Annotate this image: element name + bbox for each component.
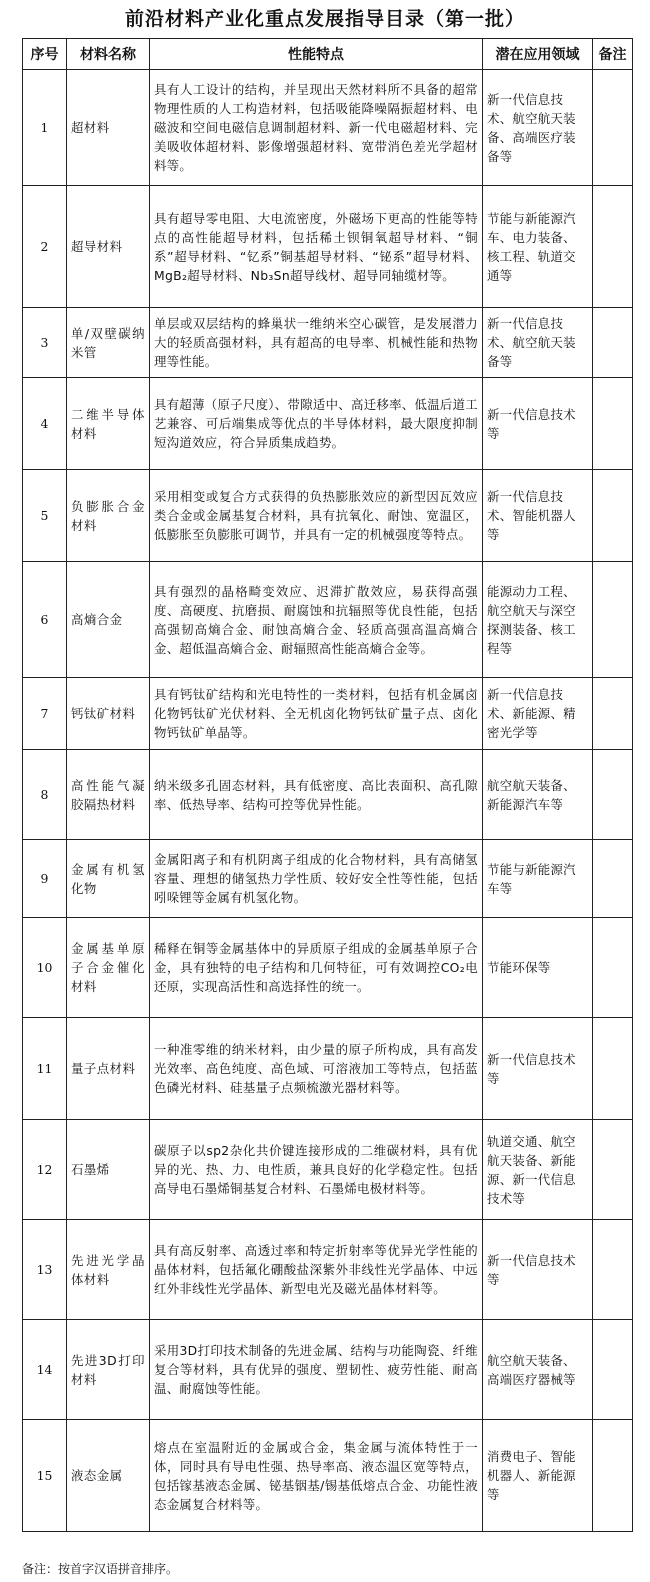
material-features: 具有超导零电阻、大电流密度，外磁场下更高的性能等特点的高性能超导材料，包括稀土钡铜氧超导材料、“铜系”超导材料、“钇系”铜基超导材料、“铋系”超导材料、MgB₂超导材料、Nb₃Sn超导线材、超导同轴缆材等。	[150, 186, 483, 308]
material-name: 量子点材料	[67, 1018, 150, 1120]
application-fields: 节能环保等	[483, 918, 593, 1018]
row-number: 1	[23, 70, 67, 186]
row-number: 9	[23, 840, 67, 918]
row-number: 11	[23, 1018, 67, 1120]
application-fields: 消费电子、智能机器人、新能源等	[483, 1420, 593, 1532]
row-note	[593, 678, 633, 750]
row-note	[593, 918, 633, 1018]
material-name: 先进光学晶体材料	[67, 1220, 150, 1320]
table-row	[23, 562, 633, 678]
table-row	[23, 840, 633, 918]
material-name: 石墨烯	[67, 1120, 150, 1220]
material-name: 超导材料	[67, 186, 150, 308]
materials-catalog-table	[22, 38, 633, 1532]
row-number: 14	[23, 1320, 67, 1420]
table-row	[23, 470, 633, 562]
table-row	[23, 750, 633, 840]
material-features: 具有人工设计的结构，并呈现出天然材料所不具备的超常物理性质的人工构造材料，包括吸能降噪隔振超材料、电磁波和空间电磁信息调制超材料、新一代电磁超材料、完美吸收体超材料、影像增强超材料、宽带消色差光学超材料等。	[150, 70, 483, 186]
material-name: 液态金属	[67, 1420, 150, 1532]
table-row	[23, 378, 633, 470]
application-fields: 新一代信息技术等	[483, 1018, 593, 1120]
application-fields: 能源动力工程、航空航天与深空探测装备、核工程等	[483, 562, 593, 678]
material-name: 二维半导体材料	[67, 378, 150, 470]
row-number: 4	[23, 378, 67, 470]
table-row	[23, 186, 633, 308]
application-fields: 轨道交通、航空航天装备、新能源、新一代信息技术等	[483, 1120, 593, 1220]
table-row	[23, 1018, 633, 1120]
table-row	[23, 1220, 633, 1320]
header-features: 性能特点	[150, 39, 483, 70]
application-fields: 航空航天装备、新能源汽车等	[483, 750, 593, 840]
material-features: 金属阳离子和有机阴离子组成的化合物材料，具有高储氢容量、理想的储氢热力学性质、较好安全性等性能，包括吲哚锂等金属有机氢化物。	[150, 840, 483, 918]
row-number: 10	[23, 918, 67, 1018]
row-note	[593, 186, 633, 308]
material-name: 钙钛矿材料	[67, 678, 150, 750]
table-row	[23, 918, 633, 1018]
material-features: 采用相变或复合方式获得的负热膨胀效应的新型因瓦效应类合金或金属基复合材料，具有抗氧化、耐蚀、宽温区，低膨胀至负膨胀可调节，并具有一定的机械强度等特点。	[150, 470, 483, 562]
row-number: 7	[23, 678, 67, 750]
header-notes: 备注	[593, 39, 633, 70]
material-features: 纳米级多孔固态材料，具有低密度、高比表面积、高孔隙率、低热导率、结构可控等优异性能。	[150, 750, 483, 840]
header-no: 序号	[23, 39, 67, 70]
table-header-row	[23, 39, 633, 70]
row-note	[593, 840, 633, 918]
row-number: 3	[23, 308, 67, 378]
material-features: 稀释在铜等金属基体中的异质原子组成的金属基单原子合金，具有独特的电子结构和几何特征，可有效调控CO₂电还原，实现高活性和高选择性的统一。	[150, 918, 483, 1018]
row-note	[593, 378, 633, 470]
material-name: 先进3D打印材料	[67, 1320, 150, 1420]
row-number: 5	[23, 470, 67, 562]
row-number: 8	[23, 750, 67, 840]
material-features: 具有高反射率、高透过率和特定折射率等优异光学性能的晶体材料，包括氟化硼酸盐深紫外非线性光学晶体、中远红外非线性光学晶体、新型电光及磁光晶体材料等。	[150, 1220, 483, 1320]
application-fields: 航空航天装备、高端医疗器械等	[483, 1320, 593, 1420]
material-features: 碳原子以sp2杂化共价键连接形成的二维碳材料，具有优异的光、热、力、电性质，兼具良好的化学稳定性。包括高导电石墨烯铜基复合材料、石墨烯电极材料等。	[150, 1120, 483, 1220]
row-note	[593, 308, 633, 378]
application-fields: 新一代信息技术、航空航天装备等	[483, 308, 593, 378]
row-note	[593, 1120, 633, 1220]
material-name: 金属基单原子合金催化材料	[67, 918, 150, 1018]
row-note	[593, 1220, 633, 1320]
row-number: 6	[23, 562, 67, 678]
table-row	[23, 308, 633, 378]
material-features: 具有强烈的晶格畸变效应、迟滞扩散效应，易获得高强度、高硬度、抗磨损、耐腐蚀和抗辐照等优良性能，包括高强韧高熵合金、耐蚀高熵合金、轻质高强高温高熵合金、超低温高熵合金、耐辐照高性能高熵合金等。	[150, 562, 483, 678]
application-fields: 新一代信息技术、智能机器人等	[483, 470, 593, 562]
table-row	[23, 70, 633, 186]
material-features: 具有超薄（原子尺度）、带隙适中、高迁移率、低温后道工艺兼容、可后端集成等优点的半导体材料，最大限度抑制短沟道效应，符合异质集成趋势。	[150, 378, 483, 470]
row-note	[593, 1018, 633, 1120]
row-number: 13	[23, 1220, 67, 1320]
material-name: 单/双壁碳纳米管	[67, 308, 150, 378]
table-row	[23, 1320, 633, 1420]
footnote: 备注：按首字汉语拼音排序。	[22, 1562, 179, 1576]
material-features: 采用3D打印技术制备的先进金属、结构与功能陶瓷、纤维复合等材料，具有优异的强度、塑韧性、疲劳性能、耐高温、耐腐蚀等性能。	[150, 1320, 483, 1420]
material-name: 金属有机氢化物	[67, 840, 150, 918]
material-features: 熔点在室温附近的金属或合金，集金属与流体特性于一体，同时具有导电性强、热导率高、液态温区宽等特点，包括镓基液态金属、铋基铟基/锡基低熔点合金、功能性液态金属复合材料等。	[150, 1420, 483, 1532]
row-note	[593, 1420, 633, 1532]
row-number: 12	[23, 1120, 67, 1220]
document-title: 前沿材料产业化重点发展指导目录（第一批）	[124, 8, 525, 30]
material-features: 一种准零维的纳米材料，由少量的原子所构成，具有高发光效率、高色纯度、高色域、可溶液加工等特点，包括蓝色磷光材料、硅基量子点频梳激光器材料等。	[150, 1018, 483, 1120]
table-row	[23, 1420, 633, 1532]
row-note	[593, 70, 633, 186]
application-fields: 节能与新能源汽车等	[483, 840, 593, 918]
row-note	[593, 1320, 633, 1420]
application-fields: 新一代信息技术、新能源、精密光学等	[483, 678, 593, 750]
row-note	[593, 470, 633, 562]
application-fields: 新一代信息技术、航空航天装备、高端医疗装备等	[483, 70, 593, 186]
material-features: 单层或双层结构的蜂巢状一维纳米空心碳管，是发展潜力大的轻质高强材料，具有超高的电导率、机械性能和热物理等性能。	[150, 308, 483, 378]
row-number: 2	[23, 186, 67, 308]
material-features: 具有钙钛矿结构和光电特性的一类材料，包括有机金属卤化物钙钛矿光伏材料、全无机卤化物钙钛矿量子点、卤化物钙钛矿单晶等。	[150, 678, 483, 750]
header-name: 材料名称	[67, 39, 150, 70]
table-row	[23, 1120, 633, 1220]
header-applications: 潜在应用领域	[483, 39, 593, 70]
material-name: 高性能气凝胶隔热材料	[67, 750, 150, 840]
row-note	[593, 562, 633, 678]
row-number: 15	[23, 1420, 67, 1532]
material-name: 超材料	[67, 70, 150, 186]
application-fields: 新一代信息技术等	[483, 378, 593, 470]
material-name: 高熵合金	[67, 562, 150, 678]
application-fields: 节能与新能源汽车、电力装备、核工程、轨道交通等	[483, 186, 593, 308]
table-row	[23, 678, 633, 750]
row-note	[593, 750, 633, 840]
material-name: 负膨胀合金材料	[67, 470, 150, 562]
application-fields: 新一代信息技术等	[483, 1220, 593, 1320]
table-body	[23, 70, 633, 1532]
